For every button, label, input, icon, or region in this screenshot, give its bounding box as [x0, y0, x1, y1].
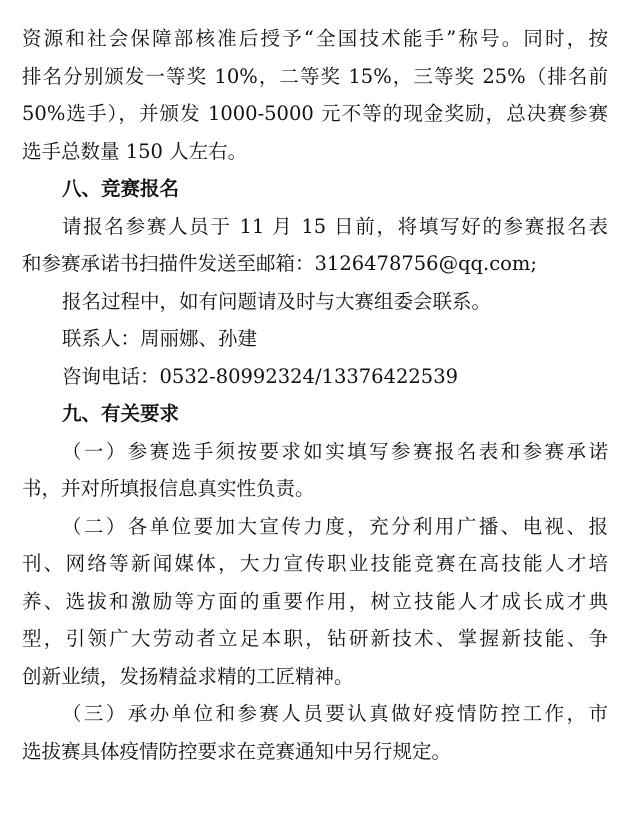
text-line: 选手总数量 150 人左右。	[22, 139, 248, 163]
contact-persons: 联系人：周丽娜、孙建	[62, 327, 258, 350]
section-heading-requirements: 九、有关要求	[62, 402, 180, 425]
text-line: （一）参赛选手须按要求如实填写参赛报名表和参赛承诺	[62, 439, 608, 463]
text-line: 创新业绩，发扬精益求精的工匠精神。	[22, 664, 354, 688]
text-line: 排名分别颁发一等奖 10%，二等奖 15%，三等奖 25%（排名前	[22, 64, 608, 88]
document-body	[22, 20, 608, 770]
text-line: （二）各单位要加大宣传力度，充分利用广播、电视、报	[62, 514, 608, 538]
text-line: 型，引领广大劳动者立足本职，钻研新技术、掌握新技能、争	[22, 627, 608, 650]
text-line: （三）承办单位和参赛人员要认真做好疫情防控工作，市	[62, 702, 608, 725]
text-line: 刊、网络等新闻媒体，大力宣传职业技能竞赛在高技能人才培	[22, 552, 608, 575]
section-heading-registration: 八、竞赛报名	[62, 177, 180, 200]
text-line: 50%选手），并颁发 1000-5000 元不等的现金奖励，总决赛参赛	[22, 102, 608, 125]
contact-phone: 咨询电话：0532-80992324/13376422539	[62, 364, 459, 388]
text-line: 资源和社会保障部核准后授予“全国技术能手”称号。同时，按	[22, 27, 608, 50]
text-line: 选拔赛具体疫情防控要求在竞赛通知中另行规定。	[22, 739, 452, 763]
email-line: 和参赛承诺书扫描件发送至邮箱：3126478756@qq.com;	[22, 252, 537, 275]
text-line: 养、选拔和激励等方面的重要作用，树立技能人才成长成才典	[22, 589, 608, 613]
text-line: 书，并对所填报信息真实性负责。	[22, 477, 315, 500]
text-line: 请报名参赛人员于 11 月 15 日前，将填写好的参赛报名表	[62, 214, 608, 238]
text-line: 报名过程中，如有问题请及时与大赛组委会联系。	[62, 289, 492, 313]
